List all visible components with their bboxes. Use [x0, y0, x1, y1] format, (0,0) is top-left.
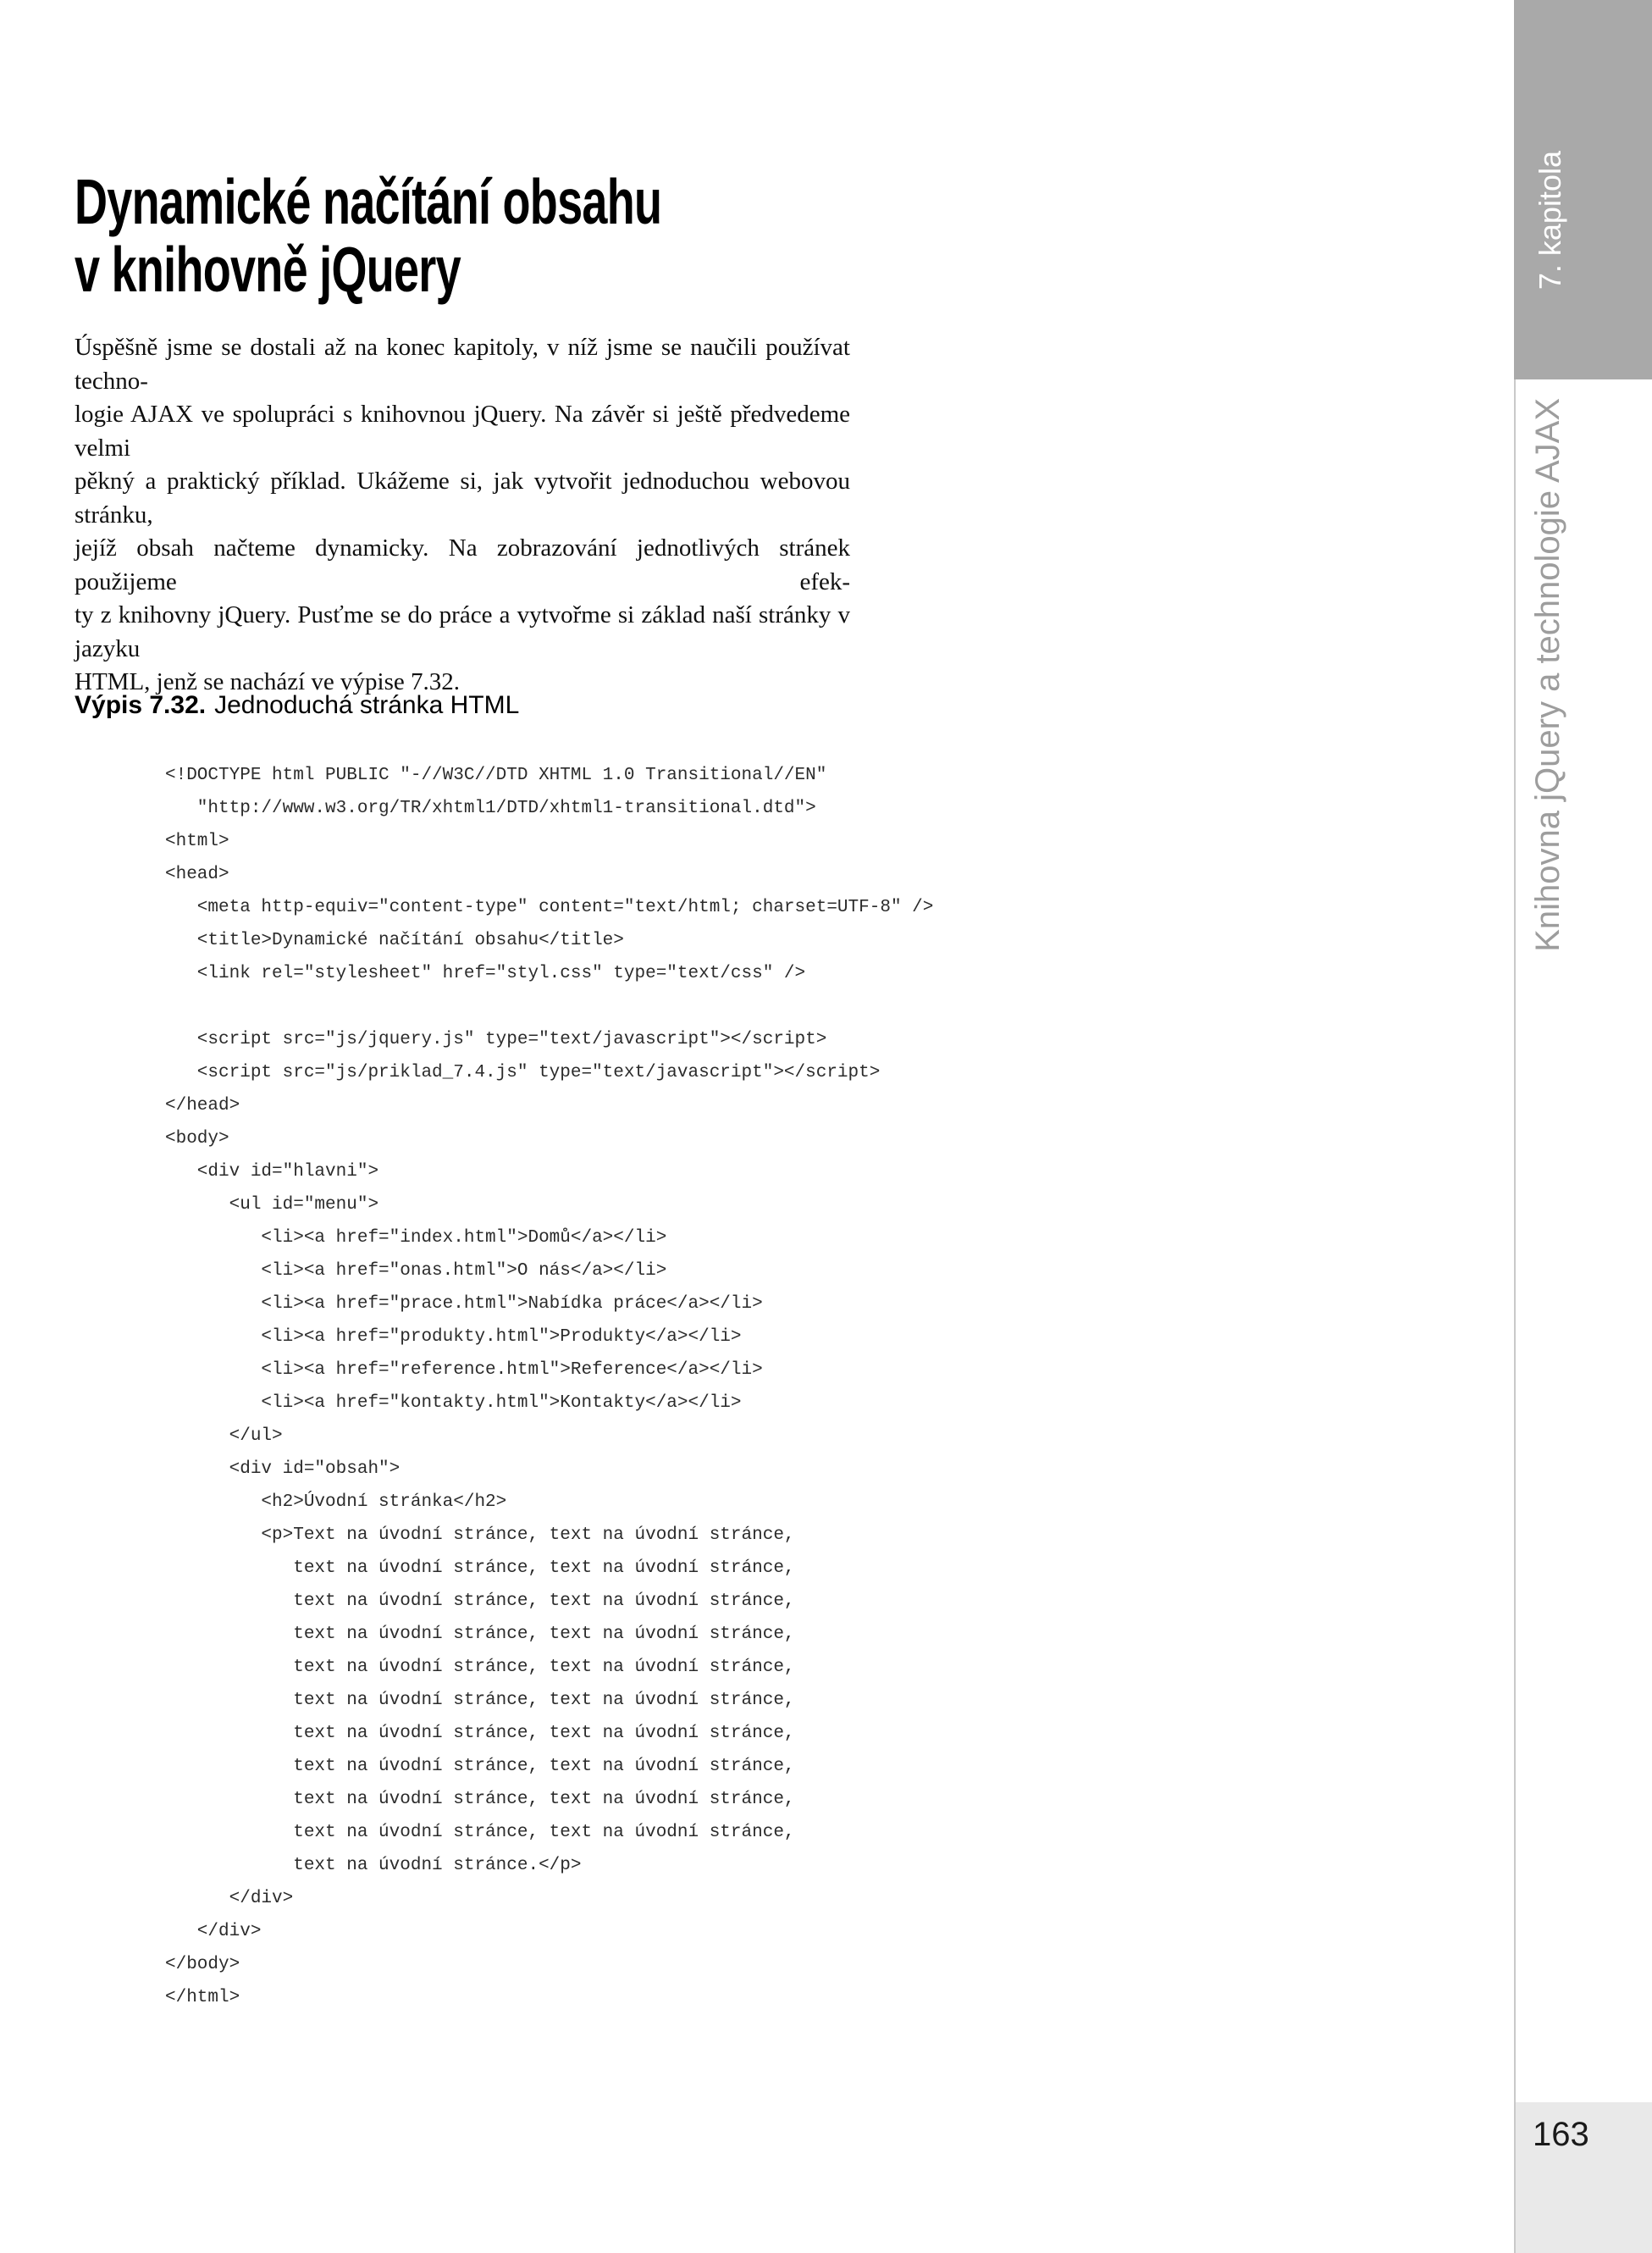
page-number: 163: [1533, 2116, 1589, 2153]
code-line: <body>: [165, 1129, 229, 1149]
code-line: [165, 990, 933, 1023]
paragraph-line: jejíž obsah načteme dynamicky. Na zobrazování jednotlivých stránek použijeme efek-: [75, 534, 850, 595]
code-line: </head>: [165, 1096, 240, 1115]
code-line: <li><a href="prace.html">Nabídka práce</a></li>: [165, 1294, 763, 1314]
code-line: </body>: [165, 1955, 240, 1974]
code-line: <li><a href="produkty.html">Produkty</a></li>: [165, 1327, 742, 1347]
paragraph-line: ty z knihovny jQuery. Pusťme se do práce a vytvořme si základ naší stránky v jazyku: [75, 601, 850, 662]
page-title: [75, 166, 662, 306]
sidebar-separator-rule: [1514, 379, 1516, 2253]
page-title-line-2: v knihovně jQuery: [75, 234, 461, 306]
code-line: </html>: [165, 1988, 240, 2007]
code-line: text na úvodní stránce, text na úvodní stránce,: [165, 1591, 795, 1611]
code-line: <h2>Úvodní stránka</h2>: [165, 1492, 507, 1512]
code-line: <ul id="menu">: [165, 1195, 379, 1215]
code-line: text na úvodní stránce, text na úvodní stránce,: [165, 1790, 795, 1809]
paragraph-line: pěkný a praktický příklad. Ukážeme si, jak vytvořit jednoduchou webovou stránku,: [75, 468, 850, 529]
code-line: text na úvodní stránce.</p>: [165, 1856, 582, 1875]
code-line: <li><a href="onas.html">O nás</a></li>: [165, 1261, 667, 1281]
paragraph-line: logie AJAX ve spolupráci s knihovnou jQuery. Na závěr si ještě předvedeme velmi: [75, 401, 850, 462]
intro-paragraph: [75, 331, 850, 700]
code-line: text na úvodní stránce, text na úvodní stránce,: [165, 1658, 795, 1677]
code-line: text na úvodní stránce, text na úvodní stránce,: [165, 1724, 795, 1743]
code-listing: [165, 759, 933, 2014]
sidebar-chapter-label: Knihovna jQuery a technologie AJAX: [1529, 398, 1566, 952]
chapter-tab-label: 7. kapitola: [1533, 151, 1567, 291]
code-line: "http://www.w3.org/TR/xhtml1/DTD/xhtml1-transitional.dtd">: [165, 799, 816, 818]
code-line: </div>: [165, 1922, 262, 1941]
code-line: text na úvodní stránce, text na úvodní stránce,: [165, 1691, 795, 1710]
paragraph-line: HTML, jenž se nachází ve výpise 7.32.: [75, 668, 460, 695]
code-line: <meta http-equiv="content-type" content="text/html; charset=UTF-8" />: [165, 898, 934, 917]
code-line: text na úvodní stránce, text na úvodní stránce,: [165, 1823, 795, 1842]
page-title-line-1: Dynamické načítání obsahu: [75, 166, 662, 238]
listing-caption: [75, 691, 519, 720]
code-line: <div id="hlavni">: [165, 1162, 379, 1182]
code-line: text na úvodní stránce, text na úvodní stránce,: [165, 1625, 795, 1644]
code-line: <html>: [165, 832, 229, 851]
paragraph-line: Úspěšně jsme se dostali až na konec kapitoly, v níž jsme se naučili používat techno-: [75, 334, 850, 395]
code-line: <div id="obsah">: [165, 1459, 401, 1479]
code-line: <!DOCTYPE html PUBLIC "-//W3C//DTD XHTML 1.0 Transitional//EN": [165, 766, 827, 785]
code-line: <li><a href="reference.html">Reference</a></li>: [165, 1360, 763, 1380]
code-line: <script src="js/priklad_7.4.js" type="text/javascript"></script>: [165, 1063, 881, 1082]
code-line: text na úvodní stránce, text na úvodní stránce,: [165, 1757, 795, 1776]
listing-caption-label: Výpis 7.32.: [75, 691, 207, 719]
code-line: </ul>: [165, 1426, 283, 1446]
code-line: <head>: [165, 865, 229, 884]
code-line: <title>Dynamické načítání obsahu</title>: [165, 931, 624, 950]
code-line: text na úvodní stránce, text na úvodní stránce,: [165, 1558, 795, 1578]
code-line: </div>: [165, 1889, 294, 1908]
code-line: <link rel="stylesheet" href="styl.css" type="text/css" />: [165, 964, 806, 983]
listing-caption-title: Jednoduchá stránka HTML: [214, 691, 520, 719]
code-line: <li><a href="index.html">Domů</a></li>: [165, 1228, 667, 1248]
code-line: <p>Text na úvodní stránce, text na úvodní stránce,: [165, 1525, 795, 1545]
code-line: <script src="js/jquery.js" type="text/javascript"></script>: [165, 1030, 827, 1049]
code-line: <li><a href="kontakty.html">Kontakty</a></li>: [165, 1393, 742, 1413]
page-number-box: [1516, 2102, 1652, 2253]
